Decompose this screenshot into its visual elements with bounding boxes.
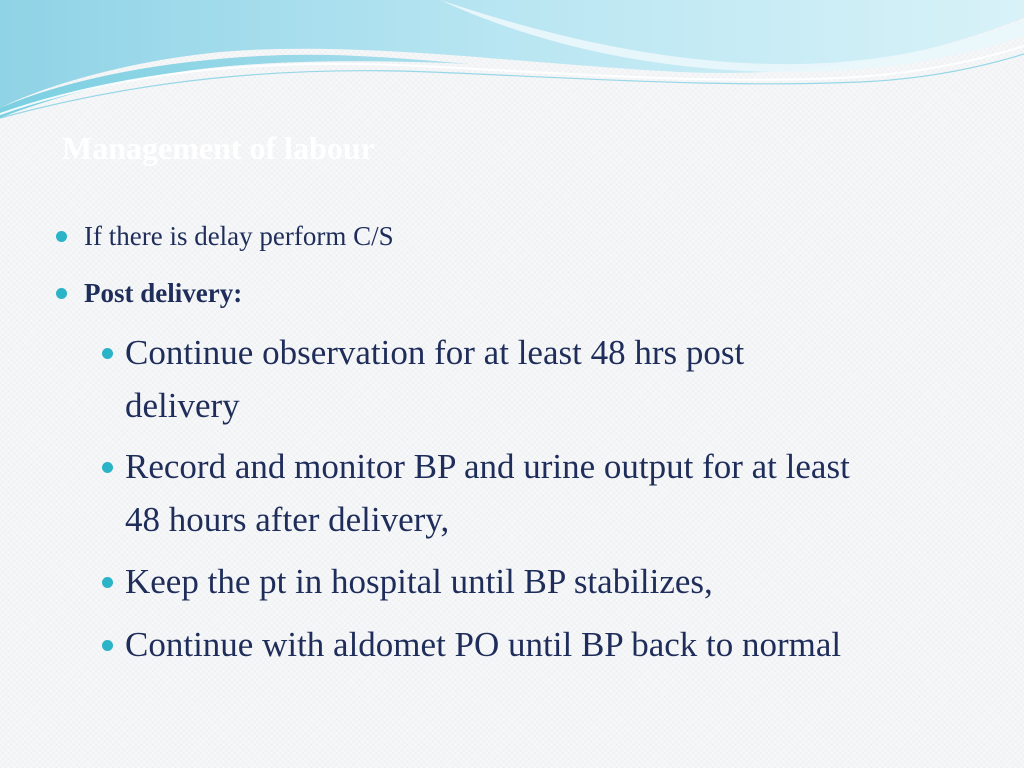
sub-bullet-text-line1: Keep the pt in hospital until BP stabilizes, bbox=[125, 562, 713, 601]
slide-title: Management of labour bbox=[62, 130, 375, 166]
bullet-dot-icon bbox=[102, 577, 113, 588]
bullet-text: If there is delay perform C/S bbox=[84, 221, 394, 251]
bullet-dot-icon bbox=[102, 462, 113, 473]
header-wave-decoration bbox=[0, 0, 1024, 130]
bullet-dot-icon bbox=[102, 640, 113, 651]
sub-bullet-text-line2: delivery bbox=[125, 386, 240, 425]
sub-bullet-text-line1: Continue with aldomet PO until BP back to normal bbox=[125, 625, 842, 664]
bullet-dot-icon bbox=[102, 348, 113, 359]
bullet-text: Post delivery: bbox=[84, 278, 243, 308]
bullet-dot-icon bbox=[56, 231, 67, 242]
sub-bullet-text-line1: Record and monitor BP and urine output for at least bbox=[125, 447, 850, 486]
sub-bullet-text-line1: Continue observation for at least 48 hrs post bbox=[125, 333, 745, 372]
bullet-dot-icon bbox=[56, 288, 67, 299]
sub-bullet-text-line2: 48 hours after delivery, bbox=[125, 500, 450, 539]
